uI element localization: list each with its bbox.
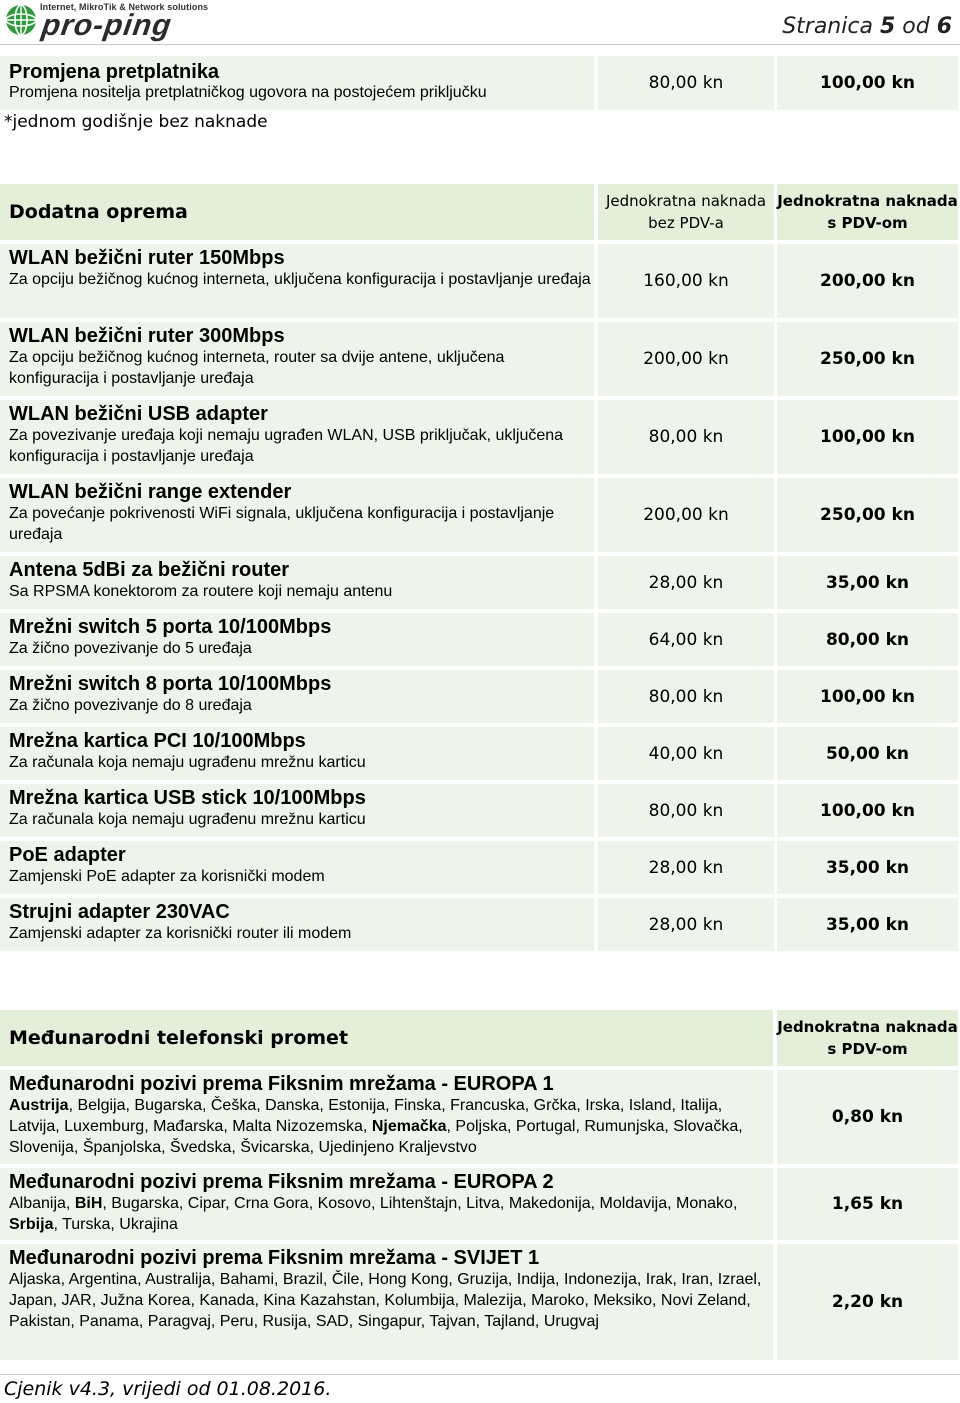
oprema-item-desc [0,400,594,474]
logo-tagline: Internet, MikroTik & Network solutions [40,2,209,12]
europa1-price: 0,80 kn [777,1070,958,1164]
europa2-title: Međunarodni pozivi prema Fiksnim mrežama - EUROPA 2 [9,1171,554,1193]
svijet1-price: 2,20 kn [777,1244,958,1360]
page-total: 6 [936,14,952,39]
oprema-item-price-gross: 100,00 kn [777,670,958,723]
promjena-note: *jednom godišnje bez naknade [4,112,268,132]
oprema-item-desc [0,784,594,837]
oprema-item-price-gross: 200,00 kn [777,244,958,318]
oprema-item-price-net: 80,00 kn [598,400,774,474]
oprema-item-price-gross: 35,00 kn [777,841,958,894]
oprema-item-title: WLAN bežični ruter 150Mbps [9,247,285,269]
medunarodni-header-row [0,1010,958,1066]
col-gross-line1: Jednokratna naknada [777,192,958,210]
promjena-price-net: 80,00 kn [598,56,774,110]
oprema-item-desc [0,556,594,609]
country-segment: Austrija [9,1097,69,1114]
promjena-desc [0,56,594,110]
col-gross-line2: s PDV-om [827,214,908,232]
oprema-item-price-net: 200,00 kn [598,478,774,552]
oprema-item-price-gross: 250,00 kn [777,322,958,396]
oprema-item-price-net: 40,00 kn [598,727,774,780]
oprema-item-row [0,841,958,894]
europa1-desc [0,1070,773,1164]
oprema-item-row [0,670,958,723]
oprema-section-title: Dodatna oprema [9,201,188,223]
oprema-item-row [0,898,958,951]
oprema-item-price-net: 80,00 kn [598,784,774,837]
oprema-item-price-gross: 35,00 kn [777,898,958,951]
oprema-item-desc [0,841,594,894]
footer-version: Cjenik v4.3, vrijedi od 01.08.2016. [4,1378,332,1400]
promjena-subtitle: Promjena nositelja pretplatničkog ugovora na postojećem priključku [9,84,487,101]
globe-icon [4,2,40,38]
oprema-item-price-net: 28,00 kn [598,556,774,609]
country-segment: Aljaska, Argentina, Australija, Bahami, Brazil, Čile, Hong Kong, Gruzija, Indija, Indonezija, Irak, Iran, Izrael, Japan, JAR, Južna Korea, Kanada, Kina Kazahstan, Kolumbija, Malezija, Maroko, Meksiko, Novi Zeland, Pakistan, Panama, Paragvaj, Peru, Rusija, SAD, Singapur, Tajvan, Tajland, Urugvaj [9,1271,762,1330]
oprema-item-description: Za žično povezivanje do 8 uređaja [9,697,252,714]
promjena-title: Promjena pretplatnika [9,61,220,83]
europa2-countries [9,1193,773,1235]
oprema-item-description: Sa RPSMA konektorom za routere koji nemaju antenu [9,583,393,600]
svijet1-desc [0,1244,773,1360]
medunarodni-col-header [777,1010,958,1066]
oprema-item-title: Mrežni switch 5 porta 10/100Mbps [9,616,332,638]
europa2-desc [0,1168,773,1240]
promjena-row [0,56,958,110]
oprema-item-price-net: 28,00 kn [598,841,774,894]
oprema-item-title: Antena 5dBi za bežični router [9,559,290,581]
oprema-item-description: Za žično povezivanje do 5 uređaja [9,640,252,657]
medunarodni-col-line2: s PDV-om [827,1040,908,1058]
medunarodni-section-title-cell [0,1010,773,1066]
oprema-item-price-net: 80,00 kn [598,670,774,723]
page-number [782,14,952,39]
oprema-item-desc [0,478,594,552]
oprema-item-price-net: 64,00 kn [598,613,774,666]
oprema-item-description: Za računala koja nemaju ugrađenu mrežnu karticu [9,754,366,771]
oprema-item-title: WLAN bežični range extender [9,481,292,503]
page-of: od [902,14,930,39]
oprema-item-price-gross: 250,00 kn [777,478,958,552]
country-segment: , Poljska, Portugal, Rumunjska, Slovačka, Slovenija, Španjolska, Švedska, Švicarska, Ujedinjeno Kraljevstvo [9,1118,743,1156]
europa1-countries [9,1095,773,1158]
oprema-item-title: Mrežna kartica USB stick 10/100Mbps [9,787,366,809]
header-divider [0,44,960,45]
oprema-item-row [0,727,958,780]
oprema-item-price-gross: 100,00 kn [777,784,958,837]
oprema-item-title: WLAN bežični ruter 300Mbps [9,325,285,347]
country-segment: Njemačka [371,1118,447,1135]
page-current: 5 [879,14,896,39]
country-segment: Srbija [9,1216,54,1233]
company-logo [4,2,214,42]
oprema-header-row [0,184,958,240]
oprema-item-row [0,244,958,318]
logo-wordmark: pro-ping [39,9,175,42]
country-segment: , Belgija, Bugarska, Češka, Danska, Estonija, Finska, Francuska, Grčka, Irska, Island, Italija, Latvija, Luxemburg, Mađarska, Malta Nizozemska, [9,1097,723,1135]
oprema-item-description: Zamjenski PoE adapter za korisnički modem [9,868,325,885]
europa2-price: 1,65 kn [777,1168,958,1240]
country-segment: , Turska, Ukrajina [53,1216,178,1233]
oprema-item-price-gross: 50,00 kn [777,727,958,780]
oprema-col-net-header [598,184,774,240]
oprema-item-description: Za opciju bežičnog kućnog interneta, uključena konfiguracija i postavljanje uređaja [9,271,591,288]
oprema-item-desc [0,670,594,723]
page-header [0,0,960,46]
oprema-item-price-net: 28,00 kn [598,898,774,951]
oprema-section-title-cell [0,184,594,240]
oprema-item-desc [0,898,594,951]
oprema-item-row [0,613,958,666]
oprema-item-row [0,478,958,552]
oprema-item-price-gross: 35,00 kn [777,556,958,609]
medunarodni-section-title: Međunarodni telefonski promet [9,1027,349,1049]
oprema-item-price-gross: 100,00 kn [777,400,958,474]
oprema-item-desc [0,322,594,396]
footer-divider [0,1374,960,1375]
oprema-item-description: Za povećanje pokrivenosti WiFi signala, uključena konfiguracija i postavljanje uređaja [9,505,555,543]
oprema-item-description: Za povezivanje uređaja koji nemaju ugrađen WLAN, USB priključak, uključena konfiguracija i postavljanje uređaja [9,427,564,465]
promjena-price-gross: 100,00 kn [777,56,958,110]
country-segment: , Bugarska, Cipar, Crna Gora, Kosovo, Lihtenštajn, Litva, Makedonija, Moldavija, Monako, [102,1195,738,1212]
oprema-item-price-net: 200,00 kn [598,322,774,396]
oprema-item-title: WLAN bežični USB adapter [9,403,268,425]
oprema-item-title: Mrežna kartica PCI 10/100Mbps [9,730,306,752]
oprema-item-title: Strujni adapter 230VAC [9,901,230,923]
country-segment: BiH [74,1195,103,1212]
col-net-line1: Jednokratna naknada [605,192,767,210]
col-net-line2: bez PDV-a [648,214,724,232]
oprema-item-desc [0,244,594,318]
oprema-item-row [0,784,958,837]
country-segment: Albanija, [9,1195,75,1212]
oprema-item-title: PoE adapter [9,844,126,866]
oprema-item-price-net: 160,00 kn [598,244,774,318]
oprema-item-price-gross: 80,00 kn [777,613,958,666]
oprema-item-row [0,322,958,396]
oprema-item-title: Mrežni switch 8 porta 10/100Mbps [9,673,332,695]
oprema-item-description: Za računala koja nemaju ugrađenu mrežnu karticu [9,811,366,828]
page-prefix: Stranica [782,14,873,39]
oprema-item-row [0,556,958,609]
medunarodni-row-europa1 [0,1070,958,1164]
medunarodni-col-line1: Jednokratna naknada [777,1018,958,1036]
oprema-item-description: Za opciju bežičnog kućnog interneta, router sa dvije antene, uključena konfiguracija i postavljanje uređaja [9,349,505,387]
oprema-item-row [0,400,958,474]
svijet1-title: Međunarodni pozivi prema Fiksnim mrežama - SVIJET 1 [9,1247,540,1269]
oprema-item-desc [0,727,594,780]
oprema-item-desc [0,613,594,666]
svijet1-countries [9,1269,773,1332]
europa1-title: Međunarodni pozivi prema Fiksnim mrežama - EUROPA 1 [9,1073,554,1095]
oprema-item-description: Zamjenski adapter za korisnički router ili modem [9,925,352,942]
medunarodni-row-europa2 [0,1168,958,1240]
oprema-col-gross-header [777,184,958,240]
medunarodni-row-svijet1 [0,1244,958,1360]
